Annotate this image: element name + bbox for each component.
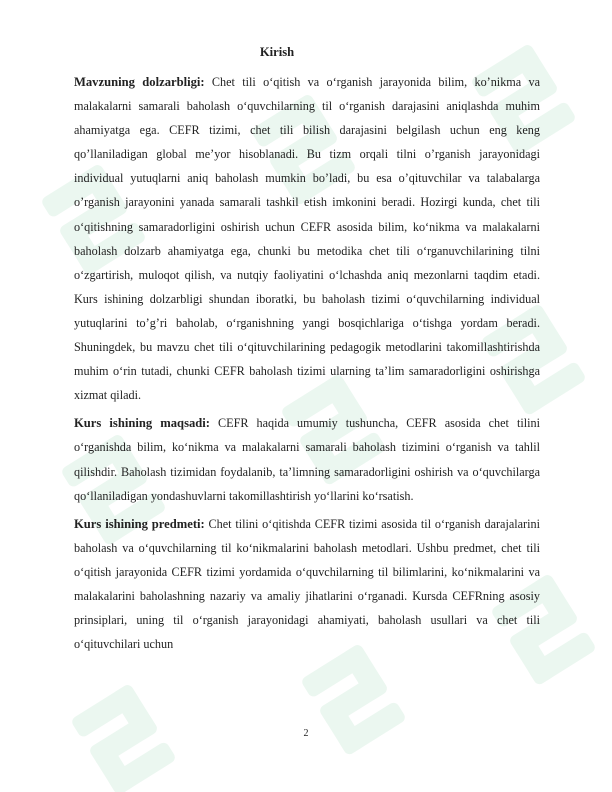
document-body — [74, 40, 540, 656]
page-number: 2 — [303, 728, 309, 739]
page-title: Kirish — [259, 45, 295, 59]
paragraph-lead: Mavzuning dolzarbligi: — [74, 75, 205, 89]
paragraph-text: Chet tili o‘qitish va o‘rganish jarayonida bilim, ko’nikma va malakalarni samarali baholash o‘quvchilarning til o‘rganish darajasini aniqlashda muhim ahamiyatga ega. CEFR tizimi, chet tili bilish darajasini belgilash uchun eng keng qo’llaniladigan global me’yor hisoblanadi. Bu tizm orqali tilni o’rganish jarayonidagi individual yutuqlarni aniq baholash mumkin bo’ladi, bu esa o’qituvchilar va talabalarga o’rganish jarayonini yanada samarali tashkil etish imkonini beradi. Hozirgi kunda, chet tili o‘qitishning samaradorligini oshirish uchun CEFR asosida bilim, ko‘nikma va malakalarni baholash dolzarb ahamiyatga ega, chunki bu metodika chet tili o‘rganuvchilarining tilni o‘zgartirish, muloqot qilish, va nutqiy faoliyatini o‘lchashda aniq mezonlarni taqdim etadi. Kurs ishining dolzarbligi shundan iboratki, bu baholash tizimi o‘quvchilarning individual yutuqlarini to’g’ri baholab, o‘rganishning yangi bosqichlariga o‘tishga yordam beradi. Shuningdek, bu mavzu chet tili o‘qituvchilarining pedagogik metodlarini takomillashtirishda muhim o‘rin tutadi, chunki CEFR baholash tizimi ularning ta’lim samaradorligini oshirishga xizmat qiladi. — [74, 75, 541, 403]
paragraph-text: CEFR haqida umumiy tushuncha, CEFR asosida chet tilini o‘rganishda bilim, ko‘nikma va malakalarni samarali baholash tizimini o‘rganish va tahlil qilishdir. Baholash tizimidan foydalanib, ta’limning samaradorligini oshirish va o‘quvchilarga qo‘llaniladigan yondashuvlarni takomillashtirish yo‘llarini ko‘rsatish. — [74, 416, 540, 503]
paragraph-lead: Kurs ishining maqsadi: — [74, 416, 210, 431]
paragraph-lead: Kurs ishining predmeti: — [74, 516, 205, 531]
paragraph-text: Chet tilini o‘qitishda CEFR tizimi asosida til o‘rganish darajalarini baholash va o‘quvchilarning til ko‘nikmalarini baholash metodlari. Ushbu predmet, chet tili o‘qitish jarayonida CEFR tizimi yordamida o‘quvchilarning til bilimlarini, ko‘nikmalarini va malakalarini baholashning nazariy va amaliy jihatlarini o‘rganadi. Kursda CEFRning asosiy prinsiplari, uning til o‘rganish jarayonidagi ahamiyati, baholash usullari va chet tili o‘qituvchilari uchun — [74, 516, 540, 652]
paragraph-goal — [74, 411, 540, 507]
paragraph-subject — [74, 512, 540, 657]
paragraph-relevance — [74, 70, 540, 407]
